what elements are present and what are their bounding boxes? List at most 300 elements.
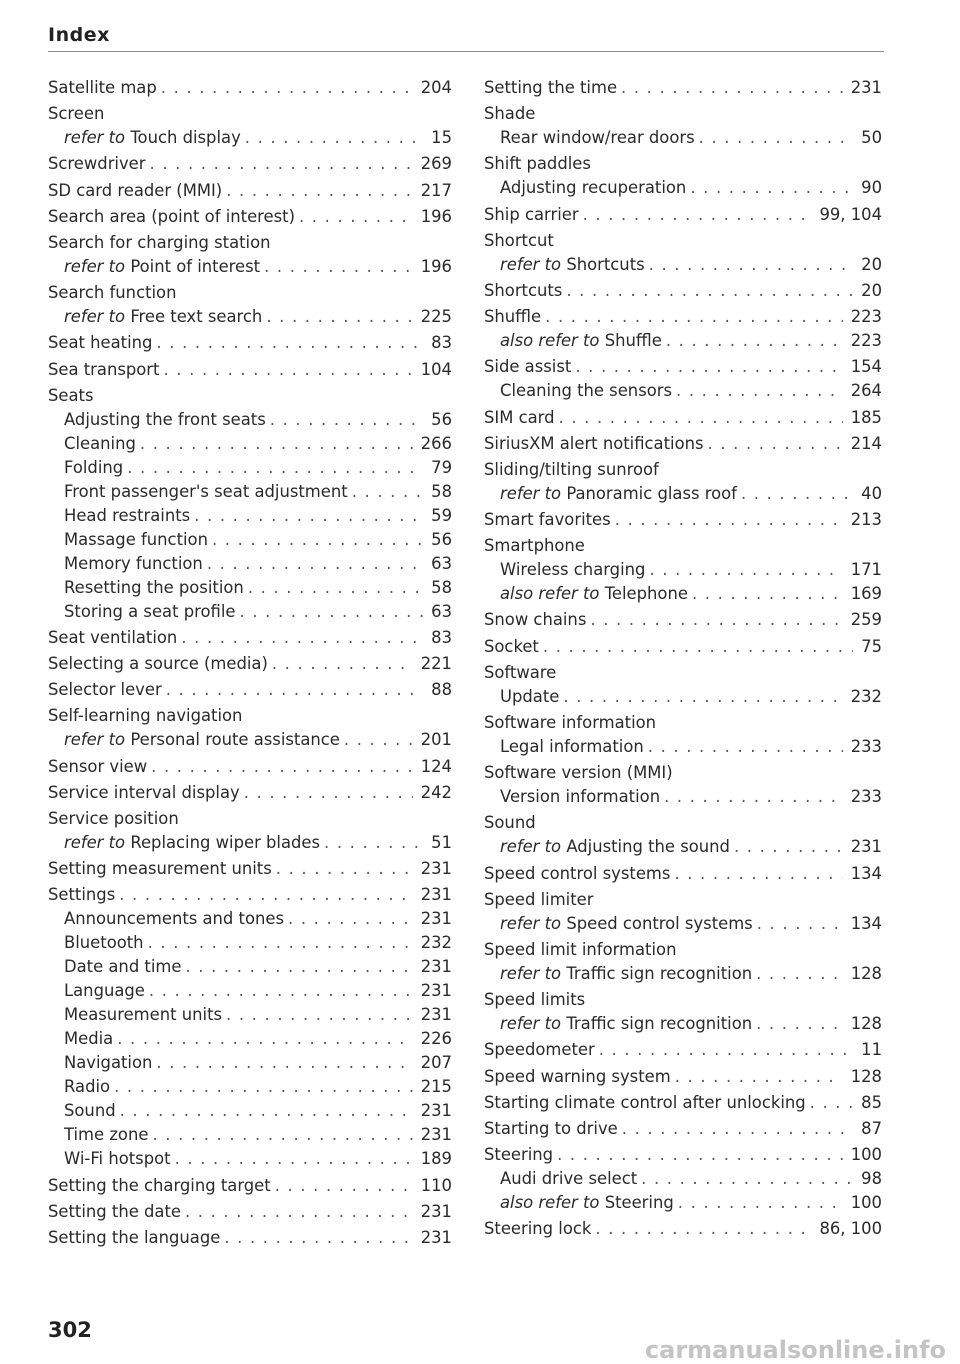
- index-subentry: [484, 785, 882, 809]
- index-subentry: [48, 831, 452, 855]
- entry-label: [500, 912, 753, 936]
- index-term: [48, 857, 452, 881]
- index-entry: [48, 1226, 452, 1250]
- cross-reference-prefix: refer to: [64, 307, 126, 327]
- dot-leader: [145, 979, 413, 1003]
- index-entry: [48, 857, 452, 881]
- entry-text: Search for charging station: [48, 232, 271, 252]
- cross-reference-prefix: refer to: [64, 833, 126, 852]
- page-reference: 56: [431, 409, 452, 429]
- index-term: [48, 76, 452, 100]
- entry-text: Folding: [64, 457, 124, 477]
- page-reference: 213: [850, 510, 882, 530]
- page-reference: 259: [850, 610, 882, 630]
- entry-text: Resetting the position: [64, 577, 244, 597]
- entry-label: [48, 358, 159, 382]
- index-subentry: [48, 255, 452, 279]
- entry-label: [500, 558, 645, 582]
- entry-text: Speed control systems: [484, 863, 671, 883]
- entry-text: Sea transport: [48, 359, 160, 379]
- index-subentry: [484, 912, 882, 936]
- dot-leader: [644, 735, 843, 759]
- page-reference: 51: [431, 833, 452, 852]
- entry-text: Head restraints: [64, 505, 191, 525]
- entry-text: Steering: [604, 1193, 674, 1213]
- page-reference: 266: [420, 433, 452, 453]
- page-reference: 134: [850, 913, 882, 933]
- cross-reference-prefix: refer to: [500, 913, 562, 933]
- entry-text: Starting climate control after unlocking: [484, 1092, 806, 1112]
- index-term: [484, 229, 882, 253]
- dot-leader: [562, 279, 853, 303]
- page-reference: 58: [431, 577, 452, 597]
- entry-label: [484, 608, 586, 632]
- index-term: [484, 1217, 882, 1241]
- page-reference: 201: [420, 730, 452, 750]
- dot-leader: [110, 1075, 413, 1099]
- page-reference: 231: [850, 837, 882, 857]
- entry-text: Point of interest: [130, 256, 261, 276]
- entry-label: [484, 279, 562, 303]
- index-subentry: [484, 685, 882, 709]
- cross-reference-prefix: also refer to: [500, 1193, 600, 1213]
- entry-label: [64, 552, 203, 576]
- entry-label: [484, 1091, 806, 1115]
- entry-label: [484, 1038, 595, 1062]
- index-term: [484, 1038, 882, 1062]
- entry-text: Date and time: [64, 957, 182, 977]
- index-term: [484, 508, 882, 532]
- dot-leader: [555, 406, 843, 430]
- index-entry: [484, 1217, 882, 1241]
- entry-label: [64, 504, 190, 528]
- entry-text: Screen: [48, 104, 105, 124]
- entry-text: Ship carrier: [484, 204, 579, 224]
- index-entry: [484, 355, 882, 403]
- page-reference: 233: [850, 737, 882, 756]
- index-subentry: [48, 1051, 452, 1075]
- index-term: [484, 608, 882, 632]
- page-reference: 226: [420, 1029, 452, 1049]
- page-reference: 98: [861, 1169, 882, 1189]
- entry-label: [48, 331, 152, 355]
- index-term: [484, 355, 882, 379]
- entry-label: [484, 406, 555, 430]
- entry-label: [500, 1012, 752, 1036]
- page-reference: 75: [861, 636, 882, 656]
- page-reference: 217: [420, 180, 452, 200]
- entry-label: [500, 1191, 674, 1215]
- index-subentry: [48, 1099, 452, 1123]
- entry-label: [48, 281, 176, 305]
- index-entry: [48, 331, 452, 355]
- index-entry: [48, 807, 452, 855]
- index-term: [484, 406, 882, 430]
- cross-reference-prefix: refer to: [64, 730, 126, 750]
- dot-leader: [116, 1099, 413, 1123]
- index-term: [48, 1200, 452, 1224]
- entry-label: [48, 807, 179, 831]
- entry-text: Cleaning: [64, 433, 136, 453]
- entry-text: Setting the time: [484, 78, 618, 97]
- entry-text: Measurement units: [64, 1005, 223, 1025]
- index-term: [484, 938, 882, 962]
- entry-label: [484, 152, 591, 176]
- cross-reference-prefix: refer to: [500, 1014, 562, 1034]
- entry-text: Shuffle: [604, 331, 662, 351]
- index-entry: [484, 862, 882, 886]
- entry-label: [48, 384, 94, 408]
- entry-label: [48, 755, 147, 779]
- entry-text: Settings: [48, 885, 116, 905]
- entry-text: Adjusting the front seats: [64, 409, 266, 429]
- entry-text: Search function: [48, 283, 177, 303]
- entry-label: [484, 862, 670, 886]
- watermark-text: carmanualsonline.info: [644, 1336, 946, 1364]
- page-reference: 231: [420, 981, 452, 1001]
- entry-text: Wireless charging: [500, 560, 646, 580]
- entry-text: Version information: [500, 787, 661, 807]
- dot-leader: [559, 685, 842, 709]
- dot-leader: [148, 1123, 412, 1147]
- index-entry: [48, 1200, 452, 1224]
- index-entry: [48, 384, 452, 624]
- entry-label: [500, 1167, 637, 1191]
- page-reference: 231: [420, 909, 452, 929]
- entry-label: [500, 835, 730, 859]
- index-term: [484, 432, 882, 456]
- index-entry: [48, 152, 452, 176]
- index-subentry: [48, 931, 452, 955]
- page-reference: 100: [850, 1193, 882, 1213]
- page-reference: 100: [850, 1145, 882, 1165]
- entry-text: Sound: [64, 1101, 116, 1121]
- page-reference: 231: [420, 1201, 452, 1221]
- dot-leader: [146, 152, 413, 176]
- dot-leader: [208, 528, 423, 552]
- index-entry: [484, 76, 882, 100]
- index-term: [48, 704, 452, 728]
- index-subentry: [48, 1027, 452, 1051]
- entry-label: [484, 988, 585, 1012]
- entry-text: Seat heating: [48, 333, 153, 353]
- index-entry: [48, 231, 452, 279]
- dot-leader: [272, 857, 413, 881]
- dot-leader: [152, 1051, 412, 1075]
- entry-text: Language: [64, 981, 145, 1001]
- index-entry: [48, 704, 452, 752]
- page-reference: 58: [431, 481, 452, 501]
- dot-leader: [147, 755, 413, 779]
- entry-text: Rear window/rear doors: [500, 128, 695, 148]
- entry-label: [64, 600, 236, 624]
- entry-text: Setting the language: [48, 1227, 221, 1247]
- index-subentry: [48, 408, 452, 432]
- entry-text: Service interval display: [48, 782, 240, 802]
- entry-label: [64, 305, 262, 329]
- entry-text: Legal information: [500, 737, 644, 756]
- entry-text: Side assist: [484, 357, 572, 377]
- index-subentry: [484, 126, 882, 150]
- index-entry: [48, 205, 452, 229]
- page-reference: 189: [420, 1149, 452, 1169]
- entry-text: Traffic sign recognition: [566, 1014, 753, 1034]
- index-subentry: [48, 955, 452, 979]
- index-subentry: [484, 482, 882, 506]
- entry-label: [484, 761, 673, 785]
- page-reference: 128: [850, 1066, 882, 1086]
- dot-leader: [171, 1147, 413, 1171]
- entry-label: [500, 685, 559, 709]
- dot-leader: [595, 1038, 853, 1062]
- entry-text: Steering: [484, 1145, 554, 1165]
- page-reference: 11: [861, 1040, 882, 1060]
- entry-text: Replacing wiper blades: [130, 833, 321, 852]
- page-reference: 56: [431, 529, 452, 549]
- page-reference: 233: [850, 787, 882, 807]
- index-entry: [484, 1091, 882, 1115]
- index-term: [48, 102, 452, 126]
- entry-label: [500, 329, 662, 353]
- index-entry: [484, 152, 882, 200]
- dot-leader: [262, 305, 412, 329]
- page-reference: 231: [420, 1005, 452, 1025]
- page-reference: 207: [420, 1053, 452, 1073]
- dot-leader: [236, 600, 424, 624]
- index-term: [484, 761, 882, 785]
- page-reference: 221: [420, 654, 452, 674]
- dot-leader: [266, 408, 423, 432]
- entry-label: [48, 626, 177, 650]
- entry-text: Cleaning the sensors: [500, 381, 673, 401]
- index-term: [484, 152, 882, 176]
- page-reference: 231: [420, 1125, 452, 1145]
- entry-label: [64, 907, 284, 931]
- dot-leader: [672, 379, 843, 403]
- entry-text: Speedometer: [484, 1040, 595, 1060]
- index-entry: [484, 229, 882, 277]
- index-entry: [484, 305, 882, 353]
- index-term: [48, 231, 452, 255]
- page-reference: 40: [861, 483, 882, 503]
- index-term: [484, 988, 882, 1012]
- dot-leader: [136, 432, 413, 456]
- page-reference: 232: [850, 686, 882, 706]
- index-entry: [484, 608, 882, 632]
- page-reference: 87: [861, 1118, 882, 1138]
- entry-text: Service position: [48, 809, 179, 828]
- entry-label: [48, 1226, 220, 1250]
- page-reference: 264: [850, 381, 882, 401]
- dot-leader: [591, 1217, 811, 1241]
- index-term: [484, 711, 882, 735]
- index-column-left: [48, 76, 452, 1252]
- entry-text: Satellite map: [48, 78, 157, 97]
- entry-label: [500, 785, 660, 809]
- entry-label: [500, 482, 737, 506]
- entry-label: [64, 576, 244, 600]
- index-term: [48, 883, 452, 907]
- entry-label: [484, 432, 704, 456]
- index-term: [48, 384, 452, 408]
- dot-leader: [611, 508, 843, 532]
- dot-leader: [539, 635, 853, 659]
- dot-leader: [674, 1191, 843, 1215]
- index-entry: [48, 102, 452, 150]
- page-reference: 196: [420, 206, 452, 226]
- index-term: [484, 661, 882, 685]
- entry-text: Self-learning navigation: [48, 706, 243, 726]
- entry-label: [484, 508, 611, 532]
- index-term: [484, 305, 882, 329]
- page-reference: 15: [431, 128, 452, 148]
- entry-text: Telephone: [604, 584, 688, 604]
- page-reference: 242: [420, 782, 452, 802]
- page-reference: 214: [850, 433, 882, 453]
- entry-text: Seat ventilation: [48, 627, 178, 647]
- entry-text: Selector lever: [48, 680, 162, 700]
- index-subentry: [48, 1123, 452, 1147]
- cross-reference-prefix: refer to: [500, 483, 562, 503]
- index-term: [48, 781, 452, 805]
- index-entry: [484, 1143, 882, 1215]
- entry-label: [500, 962, 752, 986]
- page-reference: 79: [431, 457, 452, 477]
- entry-label: [500, 735, 644, 759]
- entry-text: Speed warning system: [484, 1066, 671, 1086]
- index-term: [48, 205, 452, 229]
- page-reference: 88: [431, 680, 452, 700]
- entry-label: [48, 102, 104, 126]
- index-subentry: [48, 576, 452, 600]
- dot-leader: [695, 126, 854, 150]
- entry-label: [64, 1051, 152, 1075]
- entry-label: [64, 408, 266, 432]
- index-subentry: [48, 1147, 452, 1171]
- entry-label: [484, 203, 579, 227]
- page-reference: 223: [850, 331, 882, 351]
- entry-text: Speed limit information: [484, 939, 677, 959]
- entry-text: Memory function: [64, 553, 203, 573]
- index-entry: [48, 76, 452, 100]
- index-term: [48, 652, 452, 676]
- entry-text: Sensor view: [48, 756, 148, 776]
- dot-leader: [645, 253, 853, 277]
- dot-leader: [284, 907, 413, 931]
- entry-label: [484, 458, 659, 482]
- dot-leader: [571, 355, 842, 379]
- entry-text: Radio: [64, 1077, 111, 1097]
- page-reference: 185: [850, 407, 882, 427]
- page-title: Index: [48, 24, 110, 46]
- index-term: [484, 635, 882, 659]
- entry-text: Free text search: [130, 307, 263, 327]
- index-term: [48, 152, 452, 176]
- index-entry: [48, 652, 452, 676]
- dot-leader: [645, 558, 842, 582]
- entry-label: [64, 1123, 148, 1147]
- index-entry: [48, 678, 452, 702]
- entry-label: [500, 176, 686, 200]
- page-reference: 20: [861, 254, 882, 274]
- index-entry: [48, 281, 452, 329]
- page-reference: 20: [861, 280, 882, 300]
- entry-label: [484, 1117, 618, 1141]
- entry-label: [48, 231, 271, 255]
- entry-label: [48, 704, 242, 728]
- page-reference: 231: [420, 1227, 452, 1247]
- page-reference: 232: [420, 933, 452, 953]
- index-entry: [484, 711, 882, 759]
- index-term: [48, 755, 452, 779]
- index-term: [484, 458, 882, 482]
- page-reference: 63: [431, 553, 452, 573]
- entry-label: [484, 305, 541, 329]
- index-term: [484, 1117, 882, 1141]
- entry-label: [48, 152, 146, 176]
- page-reference: 231: [420, 957, 452, 977]
- index-subentry: [484, 176, 882, 200]
- entry-label: [64, 126, 241, 150]
- page-reference: 50: [861, 128, 882, 148]
- entry-label: [484, 1143, 553, 1167]
- index-term: [484, 862, 882, 886]
- entry-text: Personal route assistance: [130, 730, 340, 750]
- index-subentry: [484, 1167, 882, 1191]
- entry-text: Navigation: [64, 1053, 153, 1073]
- index-subentry: [48, 305, 452, 329]
- entry-text: Socket: [484, 636, 539, 656]
- dot-leader: [177, 626, 423, 650]
- index-subentry: [484, 253, 882, 277]
- dot-leader: [260, 255, 413, 279]
- entry-label: [484, 229, 554, 253]
- index-entry: [484, 888, 882, 936]
- dot-leader: [617, 76, 843, 100]
- index-entry: [484, 1065, 882, 1089]
- page-reference: 269: [420, 154, 452, 174]
- dot-leader: [295, 205, 413, 229]
- entry-text: Speed limiter: [484, 889, 594, 909]
- entry-label: [484, 711, 656, 735]
- index-subentry: [48, 126, 452, 150]
- dot-leader: [348, 480, 423, 504]
- dot-leader: [753, 912, 843, 936]
- dot-leader: [688, 582, 843, 606]
- page-reference: 169: [850, 584, 882, 604]
- page-number: 302: [48, 1318, 92, 1342]
- dot-leader: [241, 126, 423, 150]
- entry-text: Speed limits: [484, 990, 586, 1010]
- index-term: [484, 279, 882, 303]
- index-subentry: [48, 456, 452, 480]
- entry-text: Time zone: [64, 1125, 149, 1145]
- entry-text: Audi drive select: [500, 1169, 638, 1189]
- page-reference: 225: [420, 307, 452, 327]
- dot-leader: [671, 1065, 843, 1089]
- index-entry: [484, 661, 882, 709]
- index-subentry: [48, 728, 452, 752]
- page-reference: 124: [420, 756, 452, 776]
- entry-label: [48, 1200, 181, 1224]
- index-entry: [48, 883, 452, 1171]
- index-subentry: [484, 962, 882, 986]
- page-reference: 231: [420, 1101, 452, 1121]
- index-term: [48, 1174, 452, 1198]
- dot-leader: [240, 781, 413, 805]
- index-entry: [484, 988, 882, 1036]
- entry-label: [48, 857, 272, 881]
